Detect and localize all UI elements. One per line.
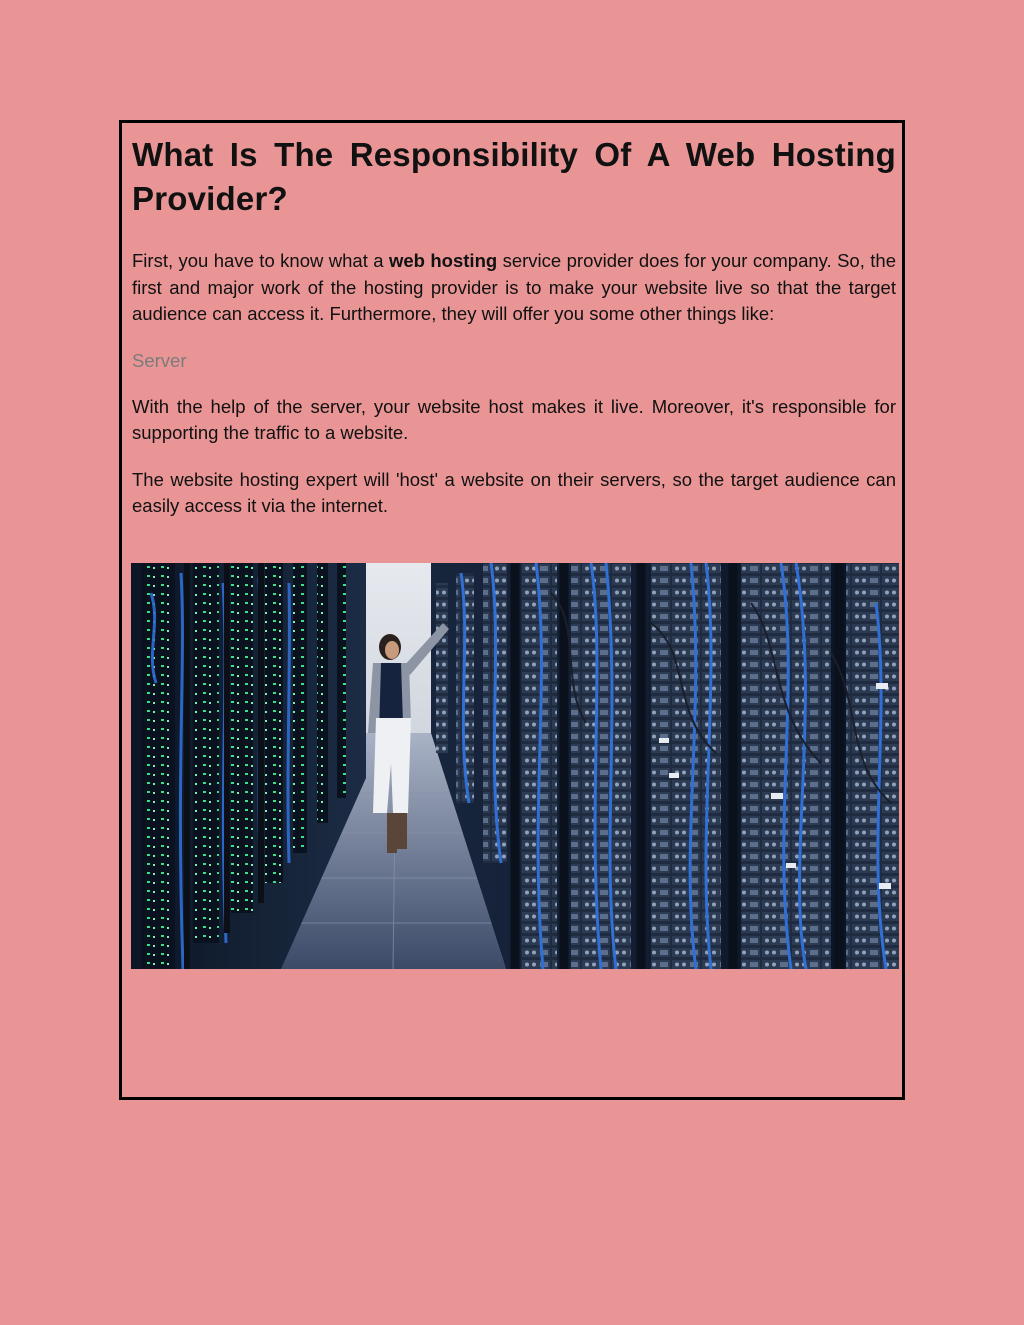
- data-center-photo: [131, 563, 899, 969]
- intro-text-end: service provider does for your company. So, the first and major work of the hosting provider is to make your website live so that the target audience can access it. Furthermore, they will offer you some other things like:: [132, 250, 896, 324]
- hosting-expert-paragraph: The website hosting expert will 'host' a website on their servers, so the target audience can easily access it via the internet.: [132, 468, 896, 516]
- article-frame: [119, 120, 905, 1100]
- intro-text-start: First, you have to know what a: [132, 250, 389, 271]
- intro-paragraph: [132, 248, 896, 328]
- server-subheading: Server: [132, 349, 187, 371]
- article-content: [132, 133, 896, 520]
- server-paragraph: With the help of the server, your website host makes it live. Moreover, it's responsible for supporting the traffic to a website.: [132, 395, 896, 443]
- web-hosting-emphasis: web hosting: [388, 250, 498, 271]
- article-title: What Is The Responsibility Of A Web Hosting Provider?: [132, 136, 896, 217]
